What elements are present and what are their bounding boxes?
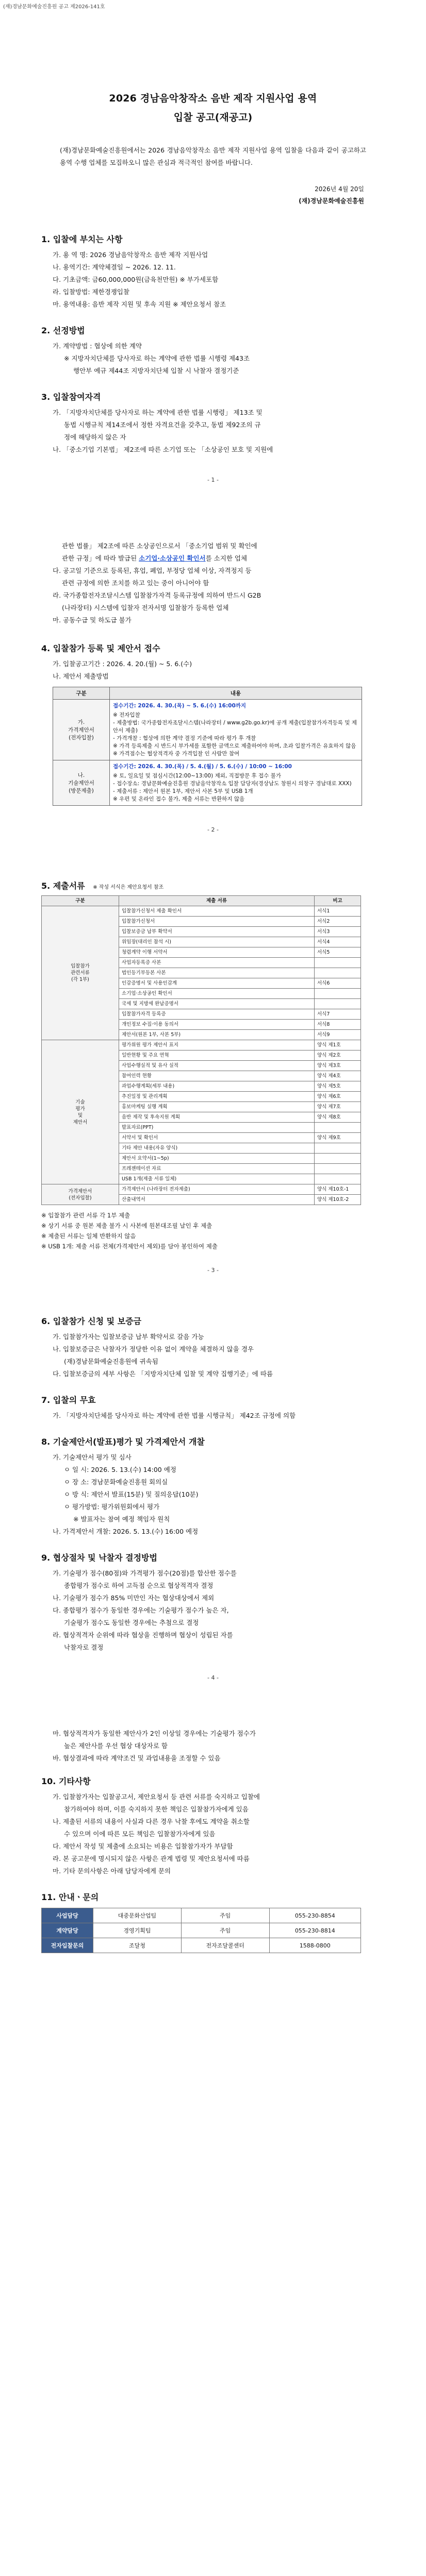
row-label: 나. 기술제안서 (방문제출) — [53, 760, 110, 806]
document-name: 인감증명서 및 사용인감계 — [119, 978, 314, 989]
section-1-line: 라. 입찰방법: 제한경쟁입찰 — [53, 288, 129, 296]
document-name: 산출내역서 — [119, 1195, 314, 1205]
footnote: ※ USB 1개: 제출 서류 전체(가격제안서 제외)를 담아 봉인하여 제출 — [41, 1243, 218, 1250]
section-1-line: 가. 용 역 명: 2026 경남음악창작소 음반 제작 지원사업 — [53, 251, 208, 259]
section-9-line: 마. 협상적격자가 동일한 제안사가 2인 이상일 경우에는 기술평가 점수가 — [53, 1730, 256, 1737]
document-name: 평가위원 평가 제안서 표지 — [119, 1040, 314, 1050]
section-6-title: 6. 입찰참가 신청 및 보증금 — [41, 1316, 142, 1326]
section-9-line: 낙찰자로 결정 — [64, 1643, 104, 1651]
title-block — [0, 0, 426, 124]
page-number: - 2 - — [207, 826, 219, 833]
document-form-number — [315, 1154, 361, 1164]
document-name: 과업수행계획(세부 내용) — [119, 1081, 314, 1092]
table-row — [42, 906, 361, 917]
section-5-footnotes — [41, 1210, 380, 1251]
announcement-date: 2026년 4월 20일 — [315, 185, 364, 193]
document-form-number: 양식 제5호 — [315, 1081, 361, 1092]
section-10-title: 10. 기타사항 — [41, 1776, 91, 1786]
section-4-lines — [41, 658, 380, 683]
intro-paragraph: (재)경남문화예술진흥원에서는 2026 경남음악창작소 음반 제작 지원사업 용역 입찰을 다음과 같이 공고하고 용역 수행 업체를 모집하오니 많은 관심과 적극적인 참여를 바랍니다. — [60, 146, 366, 166]
document-name: 프레젠테이션 자료 — [119, 1164, 314, 1174]
contact-dept: 경영기획팀 — [93, 1923, 182, 1938]
document-form-number: 서식4 — [315, 937, 361, 947]
section-4-line: 가. 입찰공고기간 : 2026. 4. 20.(월) ~ 5. 6.(수) — [53, 660, 192, 668]
document-name: 기타 제안 내용(자유 양식) — [119, 1143, 314, 1154]
section-11-title: 11. 안내ㆍ문의 — [41, 1892, 99, 1902]
section-6-line: 다. 입찰보증금의 세부 사항은 「지방자치단체 입찰 및 계약 집행기준」에 따름 — [53, 1370, 273, 1378]
page-title: 2026 경남음악창작소 음반 제작 지원사업 용역 — [109, 93, 317, 104]
document-form-number — [315, 1143, 361, 1154]
section-10-line: 다. 제안서 작성 및 제출에 소요되는 비용은 입찰참가자가 부담함 — [53, 1842, 233, 1850]
document-form-number: 양식 제8호 — [315, 1112, 361, 1123]
table-row — [53, 760, 362, 806]
section-9-line: 다. 종합평가 점수가 동일한 경우에는 기술평가 점수가 높은 자, — [53, 1606, 229, 1614]
page-number: - 1 - — [207, 477, 219, 483]
row-label: 가. 가격제안서 (전자입찰) — [53, 700, 110, 760]
required-documents-table — [41, 895, 361, 1205]
section-1-line: 마. 용역내용: 음반 제작 지원 및 후속 지원 ※ 제안요청서 참조 — [53, 300, 226, 308]
section-3-highlight: 소기업‧소상공인 확인서 — [139, 554, 206, 562]
section-3-cont — [41, 540, 380, 626]
document-form-number — [315, 1164, 361, 1174]
section-3-line: 관한 법률」 제2조에 따른 소상공인으로서 「중소기업 범위 및 확인에 — [62, 542, 257, 550]
section-10-lines — [41, 1791, 380, 1877]
table-header: 내용 — [110, 687, 362, 700]
section-9-lines — [41, 1567, 380, 1654]
section-2-line: ※ 지방자치단체를 당사자로 하는 계약에 관한 법률 시행령 제43조 — [64, 354, 250, 362]
section-6 — [41, 1315, 380, 1380]
document-form-number: 서식6 — [315, 978, 361, 989]
section-4 — [41, 642, 380, 806]
row-body: ※ 전자입찰 - 제출방법: 국가종합전자조달시스템(나라장터 / www.g2b.go.kr)에 공개 제출(입찰참가자격등록 및 제안서 제출) - 가격개찰 : 협상에 의한 계약 결정 기준에 따라 평가 후 개찰 ※ 가격 등록제출 시 반드시 부가세를 포함한 금액으로 제출하여야 하며, 초과 입찰가격은 유효하지 않음 ※ 가격점수는 협상적격자 중 가격입찰 인 사람만 참여 — [113, 712, 357, 757]
section-10-line: 가. 입찰참가자는 입찰공고서, 제안요청서 등 관련 서류를 숙지하고 입찰에 — [53, 1793, 260, 1801]
section-10-line: 마. 기타 문의사항은 아래 담당자에게 문의 — [53, 1867, 171, 1875]
section-5-title — [41, 879, 380, 891]
document-form-number — [315, 968, 361, 978]
document-name: USB 1개(제출 서류 일체) — [119, 1174, 314, 1184]
contact-title: 전자조달콜센터 — [181, 1938, 269, 1953]
row-content — [110, 760, 362, 806]
document-name: 사업자등록증 사본 — [119, 958, 314, 968]
section-10 — [41, 1775, 380, 1877]
section-5-note: ※ 작성 서식은 제안요청서 참조 — [93, 885, 164, 890]
table-row — [42, 1938, 361, 1953]
section-9-lines-cont — [41, 1727, 380, 1765]
table-row — [53, 700, 362, 760]
section-10-line: 라. 본 공고문에 명시되지 않은 사항은 관계 법령 및 제안요청서에 따름 — [53, 1855, 250, 1862]
document-name: 제안서 요약서(1~5p) — [119, 1154, 314, 1164]
page-number: - 3 - — [207, 1267, 219, 1274]
document-form-number: 서식9 — [315, 1030, 361, 1040]
section-7 — [41, 1394, 380, 1422]
section-9-line: 바. 협상결과에 따라 계약조건 및 과업내용을 조정할 수 있음 — [53, 1754, 221, 1762]
document-name: 개인정보 수집‧이용 동의서 — [119, 1020, 314, 1030]
document-name: 입찰참가자격 등록증 — [119, 1009, 314, 1020]
document-name: 청렴계약 이행 서약서 — [119, 947, 314, 958]
section-9-line: 라. 협상적격자 순위에 따라 협상을 진행하며 협상이 성립된 자를 — [53, 1631, 233, 1639]
section-9-line: 종합평가 점수로 하여 고득점 순으로 협상적격자 결정 — [64, 1582, 214, 1589]
document-form-number: 양식 제10호-2 — [315, 1195, 361, 1205]
document-name: 법인등기부등본 사본 — [119, 968, 314, 978]
section-9-line: 높은 제안사를 우선 협상 대상자로 함 — [64, 1742, 168, 1750]
section-5 — [41, 879, 380, 1251]
document-form-number: 서식2 — [315, 917, 361, 927]
document-form-number: 양식 제2호 — [315, 1050, 361, 1061]
section-3-line: 관한 규정」에 따라 발급된 소기업‧소상공인 확인서를 소지한 업체 — [62, 554, 248, 562]
section-7-title: 7. 입찰의 무효 — [41, 1395, 96, 1405]
section-2-title: 2. 선정방법 — [41, 326, 85, 335]
section-10-line: 참가하여야 하며, 이를 숙지하지 못한 책임은 입찰참가자에게 있음 — [64, 1805, 249, 1813]
table-header: 구분 — [53, 687, 110, 700]
section-11 — [41, 1891, 380, 1953]
table-header: 제출 서류 — [119, 896, 314, 906]
document-name: 제안서(원본 1부, 사본 5부) — [119, 1030, 314, 1040]
document-category: 기술 평가 및 제안서 — [42, 1040, 119, 1184]
section-3-line: 관련 규정에 의한 조치를 하고 있는 중이 아니어야 함 — [62, 579, 209, 587]
document-form-number: 양식 제1호 — [315, 1040, 361, 1050]
section-2-line: 가. 계약방법 : 협상에 의한 계약 — [53, 342, 142, 350]
document-form-number — [315, 958, 361, 968]
section-3-line: 정에 해당하지 않은 자 — [64, 433, 126, 441]
document-form-number: 서식1 — [315, 906, 361, 917]
document-category: 가격제안서 (전자입찰) — [42, 1184, 119, 1205]
row-date: 접수기간: 2026. 4. 30.(목) / 5. 4.(월) / 5. 6.(수) / 10:00 ~ 16:00 — [113, 764, 292, 770]
section-2-line: 행안부 예규 제44조 지방자치단체 입찰 시 낙찰자 결정기준 — [73, 367, 239, 375]
document-name: 입찰참가신청서 — [119, 917, 314, 927]
section-7-lines — [41, 1410, 380, 1422]
document-form-number: 서식5 — [315, 947, 361, 958]
document-name: 입찰보증금 납부 확약서 — [119, 927, 314, 937]
section-7-line: 가. 「지방자치단체를 당사자로 하는 계약에 관한 법률 시행규칙」 제42조 규정에 의함 — [53, 1412, 296, 1419]
contact-phone: 055-230-8814 — [269, 1923, 361, 1938]
section-8-line: ㅇ 일 시: 2026. 5. 13.(수) 14:00 예정 — [64, 1466, 176, 1473]
document-form-number — [315, 989, 361, 999]
document-form-number — [315, 999, 361, 1009]
document-form-number — [315, 1174, 361, 1184]
document-form-number: 양식 제10호-1 — [315, 1184, 361, 1195]
section-4-line: 나. 제안서 제출방법 — [53, 672, 109, 680]
document-name: 사업수행실적 및 유사 실적 — [119, 1061, 314, 1071]
document-name: 위임장(대리인 참석 시) — [119, 937, 314, 947]
contact-title: 주임 — [181, 1908, 269, 1923]
section-1-title: 1. 입찰에 부치는 사항 — [41, 234, 123, 244]
announcement-org: (재)경남문화예술진흥원 — [299, 197, 364, 205]
document-form-number: 서식7 — [315, 1009, 361, 1020]
row-date: 접수기간: 2026. 4. 30.(목) ~ 5. 6.(수) 16:00까지 — [113, 703, 247, 709]
document-form-number: 서식8 — [315, 1020, 361, 1030]
contact-phone: 055-230-8854 — [269, 1908, 361, 1923]
contact-role: 전자입찰문의 — [42, 1938, 93, 1953]
footnote: ※ 상기 서류 중 원본 제출 불가 시 사본에 원본대조필 날인 후 제출 — [41, 1222, 212, 1229]
section-3-line: 다. 공고일 기준으로 등록된, 휴업, 폐업, 부정당 업체 이상, 자격정지 등 — [53, 567, 252, 574]
document-form-number: 양식 제6호 — [315, 1092, 361, 1102]
section-3-line: 가. 「지방자치단체를 당사자로 하는 계약에 관한 법률 시행령」 제13조 및 — [53, 409, 263, 416]
section-1-line: 나. 용역기간: 계약체결일 ~ 2026. 12. 11. — [53, 263, 176, 271]
row-content — [110, 700, 362, 760]
section-6-line: 나. 입찰보증금은 낙찰자가 정당한 이유 없이 계약을 체결하지 않을 경우 — [53, 1345, 254, 1353]
section-9-line: 기술평가 점수도 동일한 경우에는 추첨으로 결정 — [64, 1619, 199, 1626]
document-name: 홍보마케팅 실행 계획 — [119, 1102, 314, 1112]
section-6-line: 가. 입찰참가자는 입찰보증금 납부 확약서로 갈음 가능 — [53, 1333, 204, 1341]
page-number: - 4 - — [207, 1674, 219, 1681]
document-name: 음반 제작 및 후속지원 계획 — [119, 1112, 314, 1123]
contact-dept: 대중문화산업팀 — [93, 1908, 182, 1923]
section-3-line: 동법 시행규칙 제14조에서 정한 자격요건을 갖추고, 동법 제92조의 규 — [64, 421, 261, 429]
document-name: 국세 및 지방세 완납증명서 — [119, 999, 314, 1009]
section-9-title: 9. 협상절차 및 낙찰자 결정방법 — [41, 1553, 157, 1563]
section-3-lines — [41, 406, 380, 456]
document-form-number: 양식 제7호 — [315, 1102, 361, 1112]
document-form-number — [315, 1123, 361, 1133]
document-name: 서약서 및 확인서 — [119, 1133, 314, 1143]
document-name: 참여인력 현황 — [119, 1071, 314, 1081]
section-8-line: ㅇ 방 식: 제안서 발표(15분) 및 질의응답(10분) — [64, 1490, 199, 1498]
section-4-title: 4. 입찰참가 등록 및 제안서 접수 — [41, 643, 160, 653]
section-3-line: 라. 국가종합전자조달시스템 입찰참가자격 등록규정에 의하여 반드시 G2B — [53, 591, 261, 599]
document-form-number: 서식3 — [315, 927, 361, 937]
document-form-number: 양식 제4호 — [315, 1071, 361, 1081]
section-2-lines — [41, 340, 380, 377]
table-row — [42, 1923, 361, 1938]
contact-title: 주임 — [181, 1923, 269, 1938]
document-name: 입찰참가신청서 제출 확인서 — [119, 906, 314, 917]
section-9 — [41, 1551, 380, 1654]
table-header: 비고 — [315, 896, 361, 906]
section-6-line: (재)경남문화예술진흥원에 귀속됨 — [64, 1358, 158, 1365]
footnote: ※ 제출된 서류는 일체 반환하지 않음 — [41, 1232, 136, 1240]
document-name: 소기업‧소상공인 확인서 — [119, 989, 314, 999]
section-8-line: 가. 기술제안서 평가 및 심사 — [53, 1453, 132, 1461]
section-8-lines — [41, 1451, 380, 1538]
document-category: 입찰참가 관련서류 (각 1부) — [42, 906, 119, 1040]
table-row — [42, 1040, 361, 1050]
document-name: 일반현황 및 주요 연혁 — [119, 1050, 314, 1061]
section-1 — [41, 233, 380, 311]
section-1-line: 다. 기초금액: 금60,000,000원(금육천만원) ※ 부가세포함 — [53, 276, 219, 283]
contact-dept: 조달청 — [93, 1938, 182, 1953]
document-name: 발표자료(PPT) — [119, 1123, 314, 1133]
page-subtitle: 입찰 공고(재공고) — [173, 112, 253, 123]
section-10-line: 나. 제출된 서류의 내용이 사실과 다른 경우 낙찰 후에도 계약을 취소할 — [53, 1818, 250, 1825]
contact-table — [41, 1908, 361, 1953]
document-form-number: 양식 제3호 — [315, 1061, 361, 1071]
section-9-line: 가. 기술평가 점수(80점)와 가격평가 점수(20점)를 합산한 점수를 — [53, 1569, 237, 1577]
section-8 — [41, 1435, 380, 1538]
contact-role: 계약담당 — [42, 1923, 93, 1938]
section-1-lines — [41, 249, 380, 311]
document-name: 가격제안서 (나라장터 전자제출) — [119, 1184, 314, 1195]
section-3-line: 마. 공동수급 및 하도급 불가 — [53, 616, 132, 624]
table-row — [42, 1908, 361, 1923]
section-9-line: 나. 기술평가 점수가 85% 미만인 자는 협상대상에서 제외 — [53, 1594, 215, 1602]
contact-role: 사업담당 — [42, 1908, 93, 1923]
document-name: 추진일정 및 관리계획 — [119, 1092, 314, 1102]
table-header: 구분 — [42, 896, 119, 906]
section-5-title-text: 5. 제출서류 — [41, 881, 85, 891]
section-8-line: ※ 발표자는 참여 예정 책임자 원칙 — [73, 1515, 170, 1523]
section-6-lines — [41, 1331, 380, 1380]
footnote: ※ 입찰참가 관련 서류 각 1부 제출 — [41, 1212, 130, 1219]
section-2 — [41, 324, 380, 377]
section-8-title: 8. 기술제안서(발표)평가 및 가격제안서 개찰 — [41, 1437, 205, 1447]
table-row — [42, 1184, 361, 1195]
section-10-line: 수 있으며 이에 따른 모든 책임은 입찰참가자에게 있음 — [64, 1830, 216, 1838]
contact-phone: 1588-0800 — [269, 1938, 361, 1953]
document-form-number: 양식 제9호 — [315, 1133, 361, 1143]
section-9-cont — [41, 1727, 380, 1765]
row-body: ※ 토, 일요일 및 점심시간(12:00~13:00) 제외, 직접방문 후 접수 불가 - 접수장소: 경남문화예술진흥원 경남음악창작소 입찰 담당자(경상남도 창원시 의창구 경남대로 XXX) - 제출서류 : 제안서 원본 1부, 제안서 사본 5부 및 USB 1개 ※ 우편 및 온라인 접수 불가, 제출 서류는 반환하지 않음 — [113, 773, 352, 802]
section-3-lines-cont — [41, 540, 380, 626]
section-8-line: ㅇ 장 소: 경남문화예술진흥원 회의실 — [64, 1478, 168, 1486]
submission-schedule-table — [53, 687, 362, 806]
section-3-title: 3. 입찰참여자격 — [41, 392, 101, 402]
section-8-line: ㅇ 평가방법: 평가위원회에서 평가 — [64, 1503, 160, 1511]
section-8-line: 나. 가격제안서 개찰: 2026. 5. 13.(수) 16:00 예정 — [53, 1528, 199, 1535]
section-3-line: 나. 「중소기업 기본법」 제2조에 따른 소기업 또는 「소상공인 보호 및 지원에 — [53, 446, 273, 453]
section-3-line: (나라장터) 시스템에 입찰자 전자서명 입찰참가 등록한 업체 — [62, 604, 229, 612]
section-3 — [41, 391, 380, 456]
document-id: (재)경남문화예술진흥원 공고 제2026-141호 — [3, 4, 105, 10]
